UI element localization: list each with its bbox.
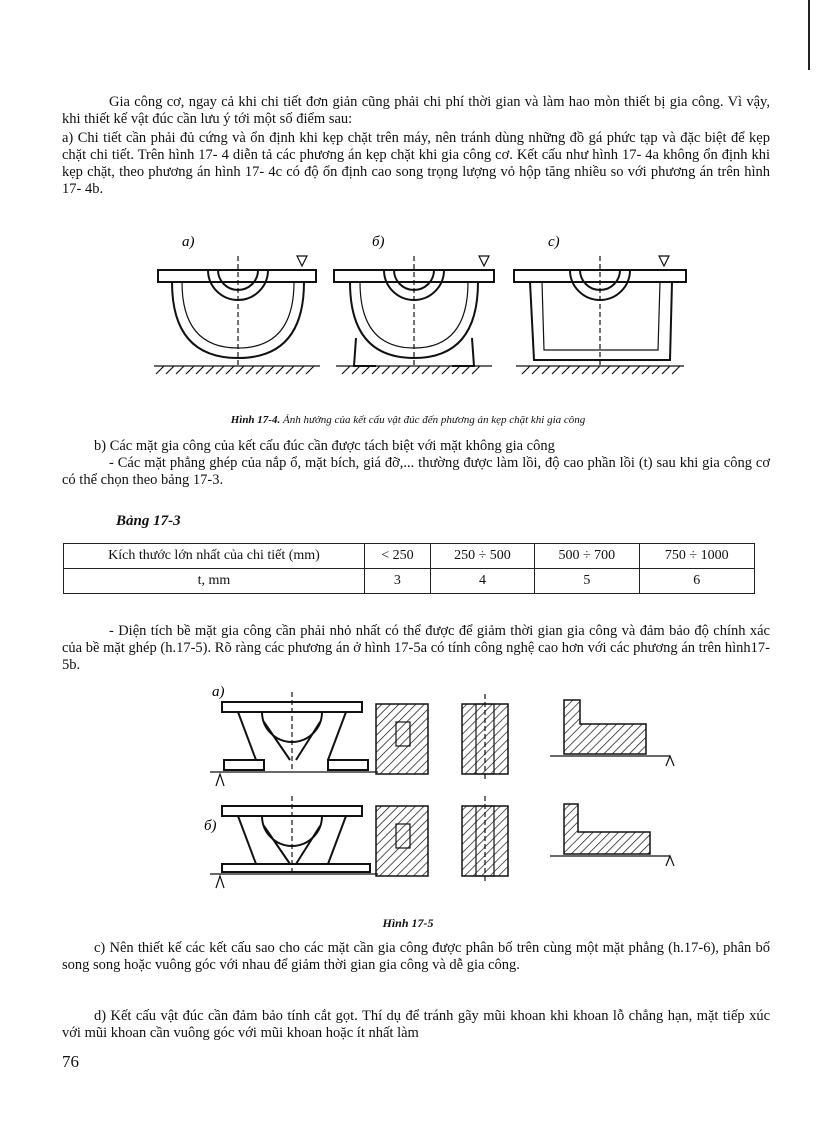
table-cell: 500 ÷ 700 bbox=[535, 544, 639, 569]
table-17-3 bbox=[63, 543, 755, 594]
fig5b-bracket bbox=[210, 796, 674, 888]
fig5a-bracket bbox=[210, 692, 674, 786]
paragraph-b: b) Các mặt gia công của kết cấu đúc cần được tách biệt với mặt không gia công - Các mặt phẳng ghép của nắp ổ, mặt bích, giá đỡ,... thường được làm lồi, độ cao phần lồi (t) sau khi gia công cơ có thể chọn theo bảng 17-3. bbox=[62, 438, 770, 488]
table-row bbox=[64, 569, 755, 594]
figure-17-4 bbox=[150, 228, 700, 388]
table-header-row bbox=[64, 544, 755, 569]
table-cell: Kích thước lớn nhất của chi tiết (mm) bbox=[64, 544, 365, 569]
figure-17-4-caption: Hình 17-4. Ảnh hưởng của kết cấu vật đúc đến phương án kẹp chặt khi gia công bbox=[230, 414, 586, 426]
fig4a-housing bbox=[154, 256, 320, 374]
fig4b-housing bbox=[334, 256, 494, 374]
paragraph-a: a) Chi tiết cần phải đủ cứng và ổn định khi kẹp chặt trên máy, nên tránh dùng những đồ gá phức tạp và đặc biệt để kẹp chặt chi tiết. Trên hình 17- 4 diễn tả các phương án kẹp chặt khi gia công cơ. Kết cấu như hình 17- 4a không ổn định khi kẹp chặt, theo phương án hình 17- 4c có độ ổn định cao song trọng lượng vỏ hộp tăng nhiều so với phương án trên hình 17- 4b. bbox=[62, 130, 770, 197]
paragraph-area: - Diện tích bề mặt gia công cần phải nhỏ nhất có thể được để giảm thời gian gia công và đảm bảo độ chính xác của bề mặt ghép (h.17-5). Rõ ràng các phương án ở hình 17-5a có tính công nghệ cao hơn với các phương án trên hình17-5b. bbox=[62, 623, 770, 673]
paragraph-c: c) Nên thiết kế các kết cấu sao cho các mặt cần gia công được phân bố trên cùng một mặt phẳng (h.17-6), phân bố song song hoặc vuông góc với nhau để giảm thời gian gia công và dễ gia công. bbox=[62, 940, 770, 973]
fig4-label-b: б) bbox=[372, 234, 385, 250]
figure-17-5 bbox=[200, 682, 690, 892]
table-cell: 4 bbox=[430, 569, 534, 594]
table-cell: 5 bbox=[535, 569, 639, 594]
fig4-label-a: a) bbox=[182, 234, 195, 250]
table-cell: 6 bbox=[639, 569, 755, 594]
table-cell: 250 ÷ 500 bbox=[430, 544, 534, 569]
table-title: Bảng 17-3 bbox=[116, 513, 181, 529]
fig5-label-a: a) bbox=[212, 684, 225, 700]
table-cell: < 250 bbox=[365, 544, 431, 569]
paragraph-d: d) Kết cấu vật đúc cần đảm bảo tính cắt gọt. Thí dụ để tránh gãy mũi khoan khi khoan lỗ chẳng hạn, mặt tiếp xúc với mũi khoan cần vuông góc với mũi khoan hoặc ít nhất làm bbox=[62, 1008, 770, 1041]
paragraph-intro: Gia công cơ, ngay cả khi chi tiết đơn giản cũng phải chi phí thời gian và làm hao mòn thiết bị gia công. Vì vậy, khi thiết kế vật đúc cần lưu ý tới một số điểm sau: bbox=[62, 94, 770, 127]
fig4-label-c: c) bbox=[548, 234, 560, 250]
fig4c-housing bbox=[514, 256, 686, 374]
page-edge-line bbox=[808, 0, 810, 70]
table-cell: 3 bbox=[365, 569, 431, 594]
page-number: 76 bbox=[62, 1052, 79, 1071]
figure-17-5-caption: Hình 17-5 bbox=[382, 916, 434, 930]
fig5-label-b: б) bbox=[204, 818, 217, 834]
table-cell: 750 ÷ 1000 bbox=[639, 544, 755, 569]
table-cell: t, mm bbox=[64, 569, 365, 594]
